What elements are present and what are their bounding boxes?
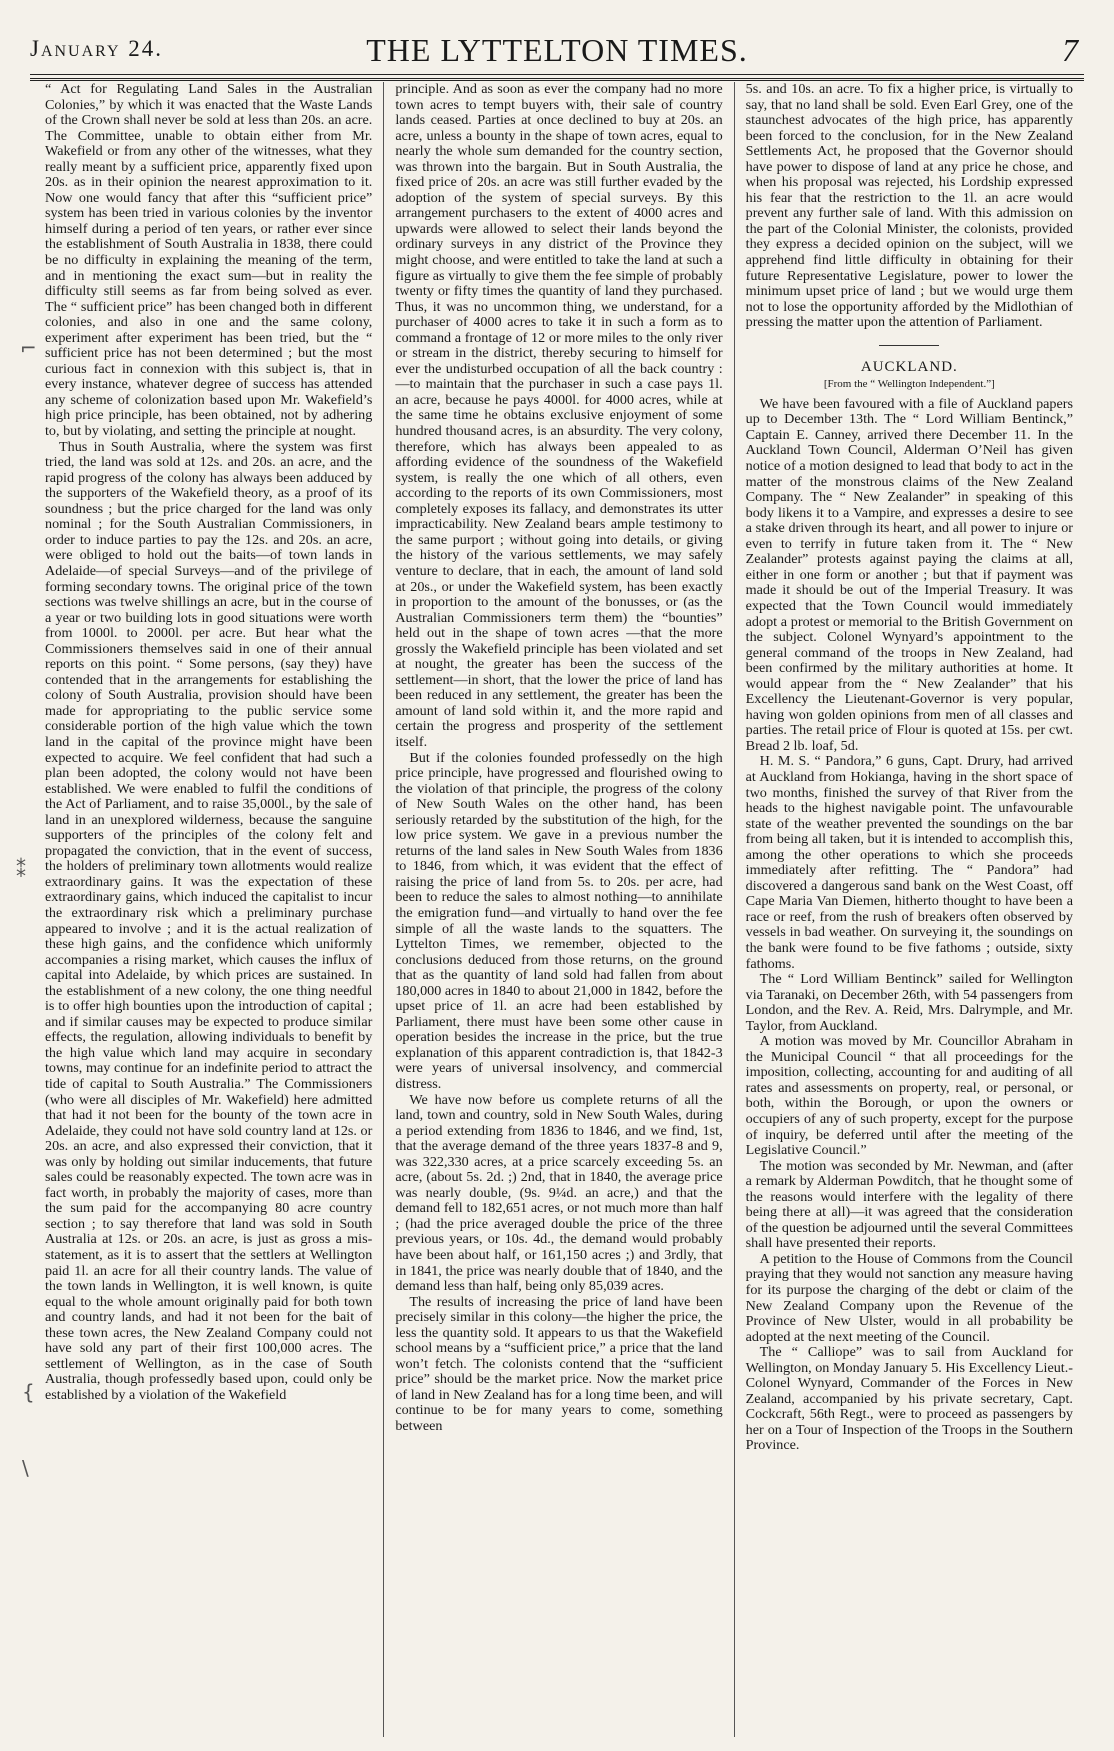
article-paragraph: “ Act for Regulating Land Sales in the Australian Colonies,” by which it was enacted that the Waste Lands of the Crown shall never be sold at less than 20s. an acre. The Committee, unable to obtain either from Mr. Wakefield or from any other of the witnesses, what they really meant by a sufficient price, apparently fixed upon 20s. as in their opinion the nearest approximation to it. Now one would fancy that after this “sufficient price” system has been tried in various colonies by the inventor himself during a period of ten years, or rather ever since the establishment of South Australia in 1838, there could be no difficulty in explaining the meaning of the term, and in mentioning the exact sum—but in reality the difficulty still seems as far from being solved as ever. The “ sufficient price” has been changed both in different colonies, and also in one and the same colony, experiment after experiment has been tried, but the “ sufficient price has not been determined ; but the most curious fact in connexion with this subject is, that in every instance, whatever degree of success has attended any scheme of colonization based upon Mr. Wakefield’s high price principle, has been obtained, not by adhering to, but by violating, and setting the principle at nought. [45,82,373,440]
section-heading-auckland: AUCKLAND. [860,358,958,375]
article-paragraph: We have been favoured with a file of Auckland papers up to December 13th. The “ Lord William Bentinck,” Captain E. Canney, arrived there December 11. In the Auckland Town Council, Alderman O’Neil has given notice of a motion designed to lead that body to act in the matter of the monstrous claims of the New Zealand Company. The “ New Zealander” in speaking of this body likens it to a Vampire, and expresses a desire to see a stake driven through its heart, and all power to injure or even to terrify in future taken from it. The “ New Zealander” protests against paying the claims at all, either in one form or another ; but that if payment was made it should be out of the Imperial Treasury. It was expected that the Town Council would immediately adopt a protest or memorial to the British Government on the subject. Colonel Wynyard’s appointment to the general command of the troops in New Zealand, had been confirmed by the military authorities at home. It would appear from the “ New Zealander” that his Excellency the Lieutenant-Governor is very popular, having won golden opinions from men of all classes and parties. The retail price of Flour is quoted at 15s. per cwt. Bread 2 lb. loaf, 5d. [745,395,1073,754]
margin-annotation-bracket: { [22,1380,35,1404]
article-paragraph: principle. And as soon as ever the company had no more town acres to tempt buyers with, their sale of country lands ceased. Parties at once declined to buy at 20s. an acre, unless a bounty in the shape of town acres, equal to nearly the whole sum demanded for the country section, was thrown into the bargain. But in South Australia, the fixed price of 20s. an acre was still further evaded by the adoption of the system of special surveys. By this arrangement purchasers to the extent of 4000 acres and upwards were allowed to select their lands beyond the ordinary surveys in any district of the Province they might choose, and were entitled to take the land at such a figure as virtually to give them the fee simple of probably twenty or fifty times the quantity of land they purchased. Thus, it was no uncommon thing, we understand, for a purchaser of 4000 acres to take it in such a form as to command a frontage of 12 or more miles to the only river or stream in the district, thereby securing to himself for ever the undisturbed occupation of all the back country : —to maintain that the purchaser in such a case pays 1l. an acre, because he pays 4000l. for 4000 acres, while at the same time he obtains exclusive enjoyment of some hundred thousand acres, is an absurdity. The very colony, therefore, which has always been appealed to as affording evidence of the soundness of the Wakefield system, is really the one which of all others, even according to the reports of its own Commissioners, most completely exposes its fallacy, and demonstrates its utter impracticability. New Zealand bears ample testimony to the same purport ; without going into details, or giving the history of the various settlements, we may safely venture to declare, that in each, the amount of land sold at 20s., or under the Wakefield system, has been exactly in proportion to the amount of the bonusses, or (as the Australian Commissioners term them) the “bounties” held out in the shape of town acres —that the more grossly the Wakefield principle has been violated and set at nought, the greater has been the success of the settlement—in short, that the lower the price of land has been reduced in any settlement, the greater has been the amount of land sold within it, and the more rapid and certain the progress and prosperity of the settlement itself. [395,82,723,750]
column-2 [383,82,733,1737]
article-paragraph: But if the colonies founded professedly on the high price principle, have progressed and flourished owing to the violation of that principle, the progress of the colony of New South Wales on the other hand, has been seriously retarded by the substitution of the high, for the low price system. We gave in a previous number the returns of the land sales in New South Wales from 1836 to 1846, from which, it was evident that the effect of raising the price of land from 5s. to 20s. per acre, had been to reduce the sales to almost nothing—to annihilate the emigration fund—and virtually to hand over the fee simple of all the waste lands to the squatters. The Lyttelton Times, we remember, objected to the conclusions deduced from those returns, on the ground that as the quantity of land sold had fallen from about 180,000 acres in 1840 to about 21,000 in 1842, before the upset price of 1l. an acre had been established by Parliament, there must have been some other cause in operation besides the increase in the price, but the true explanation of this apparent contradiction is, that 1842-3 were years of universal insolvency, and commercial distress. [395,749,723,1092]
article-paragraph: The motion was seconded by Mr. Newman, and (after a remark by Alderman Powditch, that he thought some of the reasons would interfere with the legality of there being there at all)—it was agreed that the consideration of the question be adjourned until the several Committees shall have presented their reports. [745,1157,1073,1252]
article-paragraph: The results of increasing the price of land have been precisely similar in this colony—the higher the price, the less the quantity sold. It appears to us that the Wakefield school means by a “sufficient price,” a price that the land won’t fetch. The colonists contend that the “sufficient price” should be the market price. Now the market price of land in New Zealand has for a long time been, and will continue to be for many years to come, something between [395,1293,723,1435]
article-paragraph: A motion was moved by Mr. Councillor Abraham in the Municipal Council “ that all proceedings for the imposition, collecting, accounting for and auditing of all rates and assessments on property, real, or personal, or both, within the Borough, or upon the owners or occupiers of any of such property, except for the purpose of inquiry, be deferred until after the meeting of the Legislative Council.” [745,1033,1073,1159]
article-paragraph: We have now before us complete returns of all the land, town and country, sold in New South Wales, during a period extending from 1836 to 1846, and we find, 1st, that the average demand of the three years 1837-8 and 9, was 322,330 acres, at a price scarcely exceeding 5s. an acre, (about 5s. 2d. ;) 2nd, that in 1840, the average price was nearly double, (9s. 9¼d. an acre,) and that the demand fell to 182,651 acres, or not much more than half ; (had the price averaged double the price of the three previous years, or 10s. 4d., the demand would probably have been about half, or 161,150 acres ;) and 3rdly, that in 1841, the price was nearly double that of 1840, and the demand less than half, being only 85,039 acres. [395,1091,723,1295]
page-number: 7 [1062,32,1078,68]
masthead-rule [30,74,1084,81]
article-columns [34,82,1084,1737]
article-paragraph: The “ Calliope” was to sail from Auckland for Wellington, on Monday January 5. His Excellency Lieut.-Colonel Wynyard, Commander of the Forces in New Zealand, accompanied by his private secretary, Capt. Cockcraft, 56th Regt., were to proceed as passengers by her on a Tour of Inspection of the Troops in the Southern Province. [745,1344,1073,1454]
article-paragraph: H. M. S. “ Pandora,” 6 guns, Capt. Drury, had arrived at Auckland from Hokianga, having in the short space of two months, finished the survey of that River from the heads to the highest navigable point. The unfavourable state of the weather prevented the soundings on the bar from being all taken, but it is intended to accomplish this, among the other operations to which she proceeds immediately after refitting. The “ Pandora” had discovered a dangerous sand bank on the West Coast, off Cape Maria Van Diemen, hitherto thought to have been a race or reef, from the rush of breakers often observed by vessels in bad weather. On surveying it, the soundings on the bank were found to be five fathoms ; outside, sixty fathoms. [745,753,1073,972]
newspaper-title: THE LYTTELTON TIMES. [366,32,748,68]
margin-annotation-mark: ⁑ [16,858,26,882]
article-paragraph: 5s. and 10s. an acre. To fix a higher price, is virtually to say, that no land shall be sold. Even Earl Grey, one of the staunchest advocates of the high price, has apparently been forced to the conclusion, for in the New Zealand Settlements Act, he proposed that the Governor should have power to dispose of land at any price he chose, and when his proposal was rejected, his Lordship expressed his fear that the restriction to the 1l. an acre would prevent any further sale of land. With this admission on the part of the Colonial Minister, the colonists, provided they express a decided opinion on the subject, will we apprehend find little difficulty in obtaining for their future Representative Legislature, power to lower the minimum upset price of land ; but we would urge them not to lose the opportunity afforded by the Midlothian of pressing the matter upon the attention of Parliament. [745,82,1073,331]
section-source: [From the “ Wellington Independent.”] [823,378,995,391]
column-1 [34,82,383,1737]
column-3 [734,82,1084,1737]
article-paragraph: A petition to the House of Commons from the Council praying that they would not sanction any measure having for its purpose the charging of the debt or claim of the New Zealand Company upon the Revenue of the Province of New Ulster, would in all probability be adopted at the next meeting of the Council. [745,1250,1073,1345]
article-paragraph: Thus in South Australia, where the system was first tried, the land was sold at 12s. and 20s. an acre, and the rapid progress of the colony has always been adduced by the supporters of the Wakefield theory, as a proof of its soundness ; but the price charged for the land was only nominal ; for the South Australian Commissioners, in order to induce parties to pay the 12s. and 20s. an acre, were obliged to hold out the baits—of town lands in Adelaide—of special Surveys—and of the privilege of forming secondary towns. The original price of the town sections was twelve shillings an acre, but in the course of a year or two building lots in good situations were worth from 1000l. to 2000l. per acre. But hear what the Commissioners themselves said in one of their annual reports on this point. “ Some persons, (say they) have contended that in the arrangements for establishing the colony of South Australia, provision should have been made for appropriating to the public service some considerable portion of the high value which the town land in the capital of the province might have been expected to acquire. We feel confident that had such a plan been adopted, the colony would not have been established. We were enabled to fulfil the conditions of the Act of Parliament, and to raise 35,000l., by the sale of land in an unexplored wilderness, because the sanguine supporters of the principles of the colony felt and propagated the conviction, that in the event of success, the holders of preliminary town allotments would realize extraordinary gains. It was the expectation of these extraordinary gains, which induced the capitalist to incur the extraordinary risk which a preliminary purchase appeared to involve ; and it is the actual realization of these high gains, and the confidence which uniformly accompanies a rising market, which causes the influx of capital into Adelaide, by which prices are sustained. In the establishment of a new colony, the one thing needful is to offer high bounties upon the introduction of capital ; and if similar causes may be expected to produce similar effects, the regulation, allowing individuals to benefit by the high value which land may acquire in secondary towns, may continue for an indefinite period to attract the tide of capital to South Australia.” The Commissioners (who were all disciples of Mr. Wakefield) here admitted that had it not been for the bounty of the town acre in Adelaide, they could not have sold country land at 12s. or 20s. an acre, and also expressed their conviction, that it was only by holding out similar inducements, that future sales could be reasonably expected. The town acre was in fact worth, in probably the majority of cases, more than the sum paid for the accompanying 80 acre country section ; to say therefore that land was sold in South Australia at 12s. or 20s. an acre, is just as gross a mis-statement, as it is to assert that the settlers at Wellington paid 1l. an acre for all their country lands. The value of the town lands in Wellington, it is well known, is quite equal to the whole amount originally paid for both town and country lands, and had it not been for the bait of these town acres, the New Zealand Company could not have sold any part of their first 100,000 acres. The settlement of Wellington, as in the case of South Australia, though professedly based upon, could only be established by a violation of the Wakefield [45,438,373,1403]
margin-annotation-mark: ⌐ [20,336,37,360]
section-divider [879,345,939,346]
article-paragraph: The “ Lord William Bentinck” sailed for Wellington via Taranaki, on December 26th, with 54 passengers from London, and the Rev. A. Reid, Mrs. Dalrymple, and Mr. Taylor, from Auckland. [745,971,1073,1034]
issue-date: January 24. [30,36,164,61]
margin-annotation-bracket: \ [22,1456,29,1480]
masthead [30,22,1084,74]
